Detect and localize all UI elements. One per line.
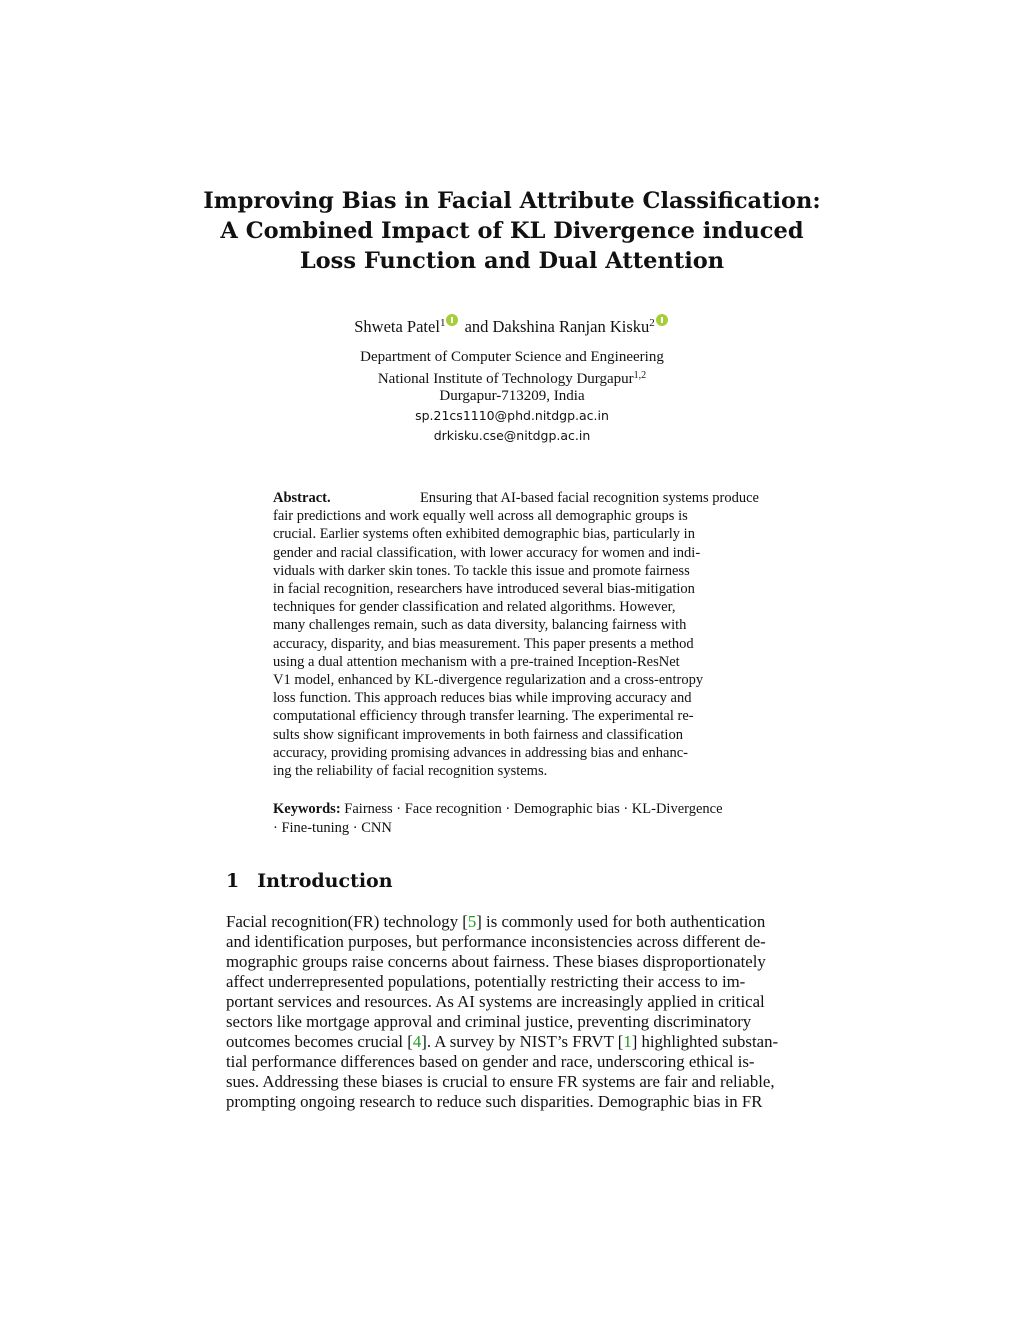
email-link[interactable]: sp.21cs1110@phd.nitdgp.ac.in xyxy=(415,407,609,423)
intro-text: ] highlighted substan- xyxy=(631,1032,779,1051)
intro-text: Facial recognition(FR) technology [ xyxy=(226,912,468,931)
abstract-line: many challenges remain, such as data diversity, balancing fairness with xyxy=(273,617,687,634)
intro-line: mographic groups raise concerns about fairness. These biases disproportionately xyxy=(226,952,766,971)
title-line: Loss Function and Dual Attention xyxy=(299,248,725,274)
city: Durgapur-713209, India xyxy=(439,388,585,404)
author-line xyxy=(170,311,854,339)
abstract-line: techniques for gender classification and related algorithms. However, xyxy=(273,599,676,616)
intro-line: and identification purposes, but performance inconsistencies across different de- xyxy=(226,932,766,951)
intro-text: ]. A survey by NIST’s FRVT [ xyxy=(421,1032,624,1051)
title-line: A Combined Impact of KL Divergence induced xyxy=(220,218,804,244)
author-name: Shweta Patel xyxy=(354,317,440,336)
intro-line: sectors like mortgage approval and criminal justice, preventing discriminatory xyxy=(226,1012,752,1031)
intro-line: prompting ongoing research to reduce such disparities. Demographic bias in FR xyxy=(226,1092,763,1111)
abstract-line: sults show significant improvements in both fairness and classification xyxy=(273,726,683,743)
abstract-line: accuracy, providing promising advances in addressing bias and enhanc- xyxy=(273,744,688,761)
abstract-line: ing the reliability of facial recognition systems. xyxy=(273,763,548,780)
institute xyxy=(170,367,854,389)
email-link[interactable]: drkisku.cse@nitdgp.ac.in xyxy=(433,427,591,443)
orcid-icon[interactable] xyxy=(656,314,668,326)
author-affil-sup: 2 xyxy=(649,317,655,329)
section-number: 1 xyxy=(226,870,240,892)
orcid-icon[interactable] xyxy=(446,314,458,326)
citation-link[interactable]: 4 xyxy=(412,1032,422,1051)
abstract-line: gender and racial classification, with lower accuracy for women and indi- xyxy=(273,544,701,561)
author-name: Dakshina Ranjan Kisku xyxy=(492,317,650,336)
abstract-line xyxy=(273,489,759,507)
citation-link[interactable]: 5 xyxy=(467,912,477,931)
abstract-line: loss function. This approach reduces bias while improving accuracy and xyxy=(273,690,692,707)
abstract-text: Ensuring that AI-based facial recognition systems produce xyxy=(419,490,759,506)
abstract-line: V1 model, enhanced by KL-divergence regularization and a cross-entropy xyxy=(273,672,704,689)
abstract-line: in facial recognition, researchers have introduced several bias-mitigation xyxy=(273,581,695,598)
intro-text: ] is commonly used for both authentication xyxy=(476,912,766,931)
institute-name: National Institute of Technology Durgapur xyxy=(377,370,634,387)
abstract-line: using a dual attention mechanism with a pre-trained Inception-ResNet xyxy=(273,653,680,670)
intro-text: outcomes becomes crucial [ xyxy=(226,1032,413,1051)
paper-title xyxy=(170,186,854,276)
intro-line: tial performance differences based on gender and race, underscoring ethical is- xyxy=(226,1052,755,1071)
keywords-label: Keywords: xyxy=(273,801,341,817)
intro-line: portant services and resources. As AI systems are increasingly applied in critical xyxy=(226,992,765,1011)
intro-line xyxy=(226,912,805,932)
intro-line: sues. Addressing these biases is crucial to ensure FR systems are fair and reliable, xyxy=(226,1072,775,1091)
keywords-list: Fairness · Face recognition · Demographic bias · KL-Divergence xyxy=(344,801,723,817)
keywords-list: · Fine-tuning · CNN xyxy=(273,820,392,836)
institute-sup: 1,2 xyxy=(633,369,647,381)
author-connector: and xyxy=(464,317,489,336)
affiliation-block xyxy=(170,349,854,446)
intro-line xyxy=(226,1032,805,1052)
title-line: Improving Bias in Facial Attribute Classification: xyxy=(203,188,821,214)
abstract-label: Abstract. xyxy=(273,490,331,506)
section-heading xyxy=(226,868,393,894)
abstract-line: viduals with darker skin tones. To tackle this issue and promote fairness xyxy=(273,562,690,579)
keywords xyxy=(273,800,773,838)
citation-link[interactable]: 1 xyxy=(623,1032,632,1051)
section-title: Introduction xyxy=(257,870,393,892)
abstract-line: fair predictions and work equally well across all demographic groups is xyxy=(273,508,688,525)
abstract-line: crucial. Earlier systems often exhibited demographic bias, particularly in xyxy=(273,526,695,543)
intro-paragraph xyxy=(226,912,805,1112)
abstract xyxy=(273,489,759,780)
author-affil-sup: 1 xyxy=(439,317,446,329)
department: Department of Computer Science and Engineering xyxy=(360,349,664,365)
abstract-line: accuracy, disparity, and bias measurement. This paper presents a method xyxy=(273,635,694,652)
intro-line: affect underrepresented populations, potentially restricting their access to im- xyxy=(226,972,746,991)
abstract-line: computational efficiency through transfer learning. The experimental re- xyxy=(273,708,694,725)
